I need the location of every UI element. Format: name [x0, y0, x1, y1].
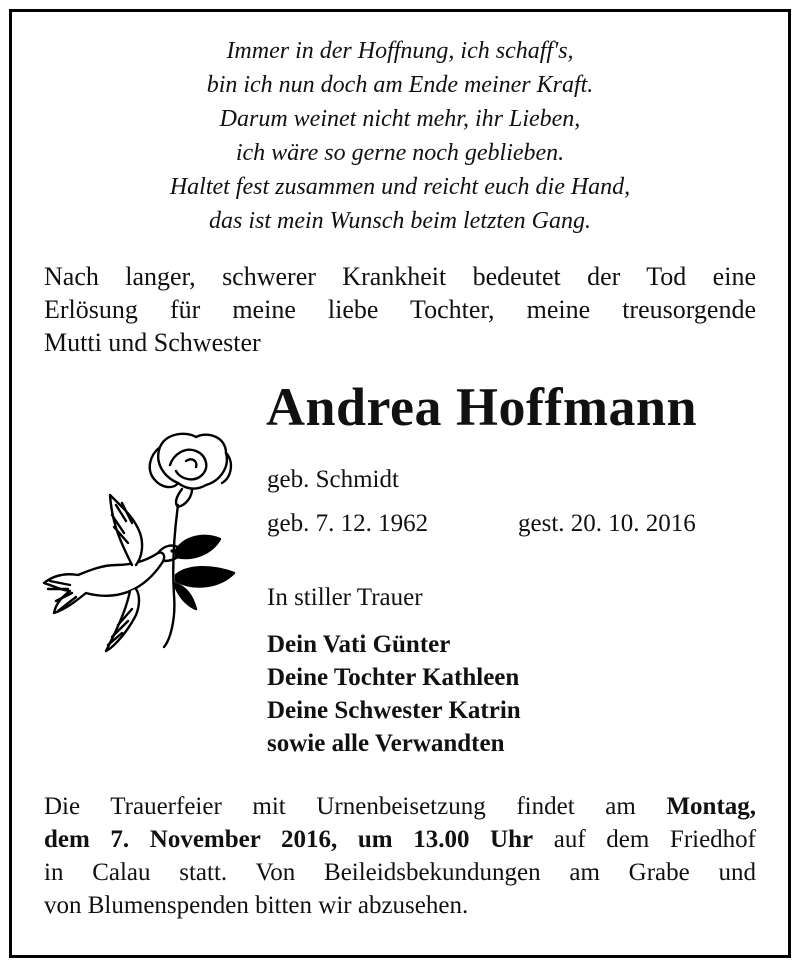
mourning-heading: In stiller Trauer — [267, 584, 423, 611]
death-date: gest. 20. 10. 2016 — [518, 510, 696, 537]
poem-line: Haltet fest zusammen und reicht euch die Hand, — [169, 174, 631, 200]
intro-line: Mutti und Schwester — [44, 328, 261, 357]
deceased-name: Andrea Hoffmann — [266, 377, 698, 437]
funeral-text: auf dem Friedhof — [553, 826, 757, 853]
poem-line: bin ich nun doch am Ende meiner Kraft. — [206, 72, 594, 98]
funeral-date-time: dem 7. November 2016, um 13.00 Uhr — [44, 826, 534, 853]
mourner-name: Deine Schwester Katrin — [267, 697, 521, 724]
poem-line: ich wäre so gerne noch geblieben. — [235, 140, 565, 166]
intro-text — [44, 260, 756, 359]
funeral-text: Die Trauerfeier mit Urnenbeisetzung findet am — [44, 793, 636, 820]
intro-line: Erlösung für meine liebe Tochter, meine treusorgende — [44, 295, 756, 324]
funeral-line: von Blumenspenden bitten wir abzusehen. — [44, 892, 469, 919]
mourner-name: Deine Tochter Kathleen — [267, 664, 520, 691]
poem-line: das ist mein Wunsch beim letzten Gang. — [209, 208, 591, 234]
funeral-line: in Calau statt. Von Beileidsbekundungen am Grabe und — [44, 859, 756, 886]
mourner-name: Dein Vati Günter — [267, 631, 451, 658]
birth-date: geb. 7. 12. 1962 — [267, 510, 429, 537]
funeral-day: Montag, — [666, 793, 757, 820]
funeral-info — [44, 790, 756, 922]
intro-line: Nach langer, schwerer Krankheit bedeutet der Tod eine — [44, 262, 756, 291]
mourners-list — [267, 628, 521, 760]
maiden-name: geb. Schmidt — [267, 466, 399, 493]
funeral-line — [44, 790, 756, 823]
poem-line: Darum weinet nicht mehr, ihr Lieben, — [219, 106, 581, 132]
dove-and-rose-icon — [36, 425, 246, 675]
funeral-line — [44, 823, 756, 856]
poem — [0, 34, 800, 238]
mourner-name: sowie alle Verwandten — [267, 730, 505, 757]
poem-line: Immer in der Hoffnung, ich schaff's, — [226, 38, 574, 64]
